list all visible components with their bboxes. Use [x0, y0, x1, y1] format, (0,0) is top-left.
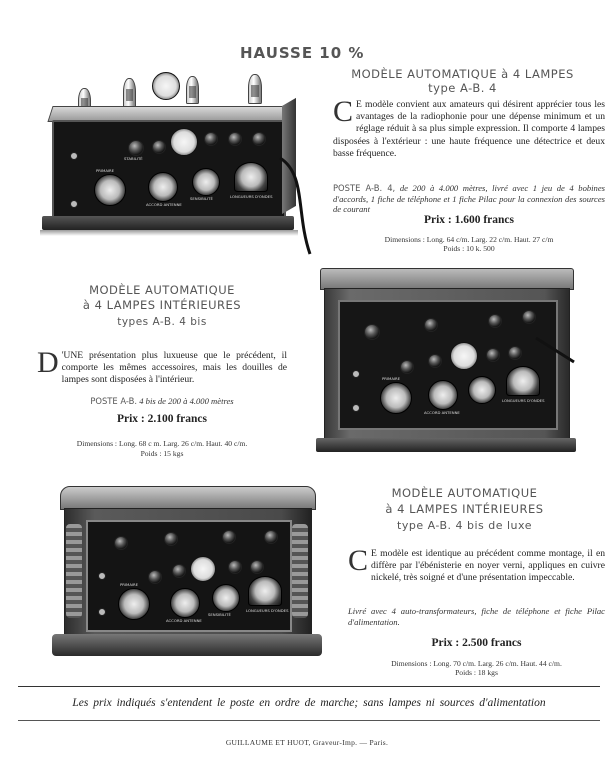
knob [252, 132, 266, 146]
model2-title-line2: à 4 LAMPES INTÉRIEURES [82, 298, 242, 312]
panel-meter [450, 342, 478, 370]
model2-price: Prix : 2.100 francs [116, 413, 208, 425]
cabinet-top [60, 486, 316, 510]
knob [486, 348, 500, 362]
model3-dropcap: C [348, 544, 369, 577]
model1-type: type A-B. 4 [428, 81, 497, 95]
knob [250, 560, 264, 574]
model2-poste: POSTE A-B. 4 bis de 200 à 4.000 mètres [90, 396, 234, 406]
accord-dial [148, 172, 178, 202]
model3-price: Prix : 2.500 francs [431, 637, 522, 649]
cabinet-base [52, 634, 322, 656]
longueur-dial [248, 576, 282, 606]
label-accord: ACCORD ANTENNE [424, 410, 460, 415]
base-shadow [40, 230, 298, 236]
model3-dimensions: Dimensions : Long. 70 c/m. Larg. 26 c/m. Haut. 44 c/m. [391, 659, 562, 668]
knob [400, 360, 414, 374]
knob [428, 354, 442, 368]
knob [424, 318, 438, 332]
knob [522, 310, 536, 324]
knob [114, 536, 128, 550]
label-accord: ACCORD ANTENNE [146, 202, 182, 207]
footer-rule-top [18, 686, 600, 687]
tube-4 [248, 74, 262, 104]
knob [172, 564, 186, 578]
model2-radio-image [316, 266, 578, 462]
label-stabilite: STABILITÉ [124, 156, 143, 161]
accord-dial [170, 588, 200, 618]
sensibilite-dial [468, 376, 496, 404]
jack [98, 572, 106, 580]
brass-appliques-right [292, 524, 308, 618]
model1-poste: POSTE A-B. 4, de 200 à 4.000 mètres, livré avec 1 jeu de 4 bobines d'accords, 1 fiche de téléphone et 1 fiche Pilac pour la connexion des sources de courant [333, 183, 606, 214]
jack [352, 370, 360, 378]
footer-notice: Les prix indiqués s'entendent le poste en ordre de marche; sans lampes ni sources d'alimentation [72, 697, 546, 709]
knob [152, 140, 166, 154]
model1-dropcap: C [333, 95, 354, 128]
jack [98, 608, 106, 616]
label-primaire: PRIMAIRE [120, 582, 139, 587]
model3-weight: Poids : 18 kgs [455, 668, 498, 677]
longueur-dial [234, 162, 268, 192]
cabinet-base [42, 216, 294, 230]
model3-title-line2: à 4 LAMPES INTÉRIEURES [385, 502, 544, 516]
power-cord [276, 154, 316, 264]
knob [148, 570, 162, 584]
cabinet-base [316, 438, 576, 452]
model3-title-line1: MODÈLE AUTOMATIQUE [391, 486, 538, 500]
label-longueur: LONGUEURS D'ONDES [230, 194, 273, 199]
label-primaire: PRIMAIRE [382, 376, 401, 381]
label-longueur: LONGUEURS D'ONDES [502, 398, 545, 403]
model3-radio-image [52, 484, 322, 676]
label-longueur: LONGUEURS D'ONDES [246, 608, 289, 613]
knob [228, 560, 242, 574]
model1-price: Prix : 1.600 francs [423, 214, 515, 226]
model1-radio-image [40, 70, 305, 250]
printer-credit: GUILLAUME ET HUOT, Graveur-Imp. — Paris. [225, 738, 389, 747]
primaire-dial [118, 588, 150, 620]
primaire-dial [94, 174, 126, 206]
model2-title-line1: MODÈLE AUTOMATIQUE [89, 283, 235, 297]
knob [264, 530, 278, 544]
model1-title: MODÈLE AUTOMATIQUE à 4 LAMPES [351, 67, 574, 81]
jack [70, 152, 78, 160]
panel-meter [190, 556, 216, 582]
cable-plug [534, 332, 578, 372]
knob [128, 140, 144, 156]
model3-note: Livré avec 4 auto-transformateurs, fiche de téléphone et fiche Pilac d'alimentation. [348, 606, 605, 627]
accord-dial [428, 380, 458, 410]
tube-2 [123, 78, 136, 108]
model1-dimensions: Dimensions : Long. 64 c/m. Larg. 22 c/m. Haut. 27 c/m [384, 235, 554, 244]
model3-type: type A-B. 4 bis de luxe [397, 519, 532, 532]
model2-weight: Poids : 15 kgs [140, 449, 184, 458]
footer-rule-bottom [18, 720, 600, 721]
knob [364, 324, 380, 340]
model2-description: D 'UNE présentation plus luxueuse que le précédent, il comporte les mêmes accessoires, mais les douilles de lampes sont disposées à l'intérieur. [37, 346, 287, 386]
brass-appliques-left [66, 524, 82, 618]
model2-dropcap: D [37, 346, 59, 379]
label-sensibilite: SENSIBILITÉ [190, 196, 213, 201]
jack [70, 200, 78, 208]
knob [228, 132, 242, 146]
model3-description: C E modèle est identique au précédent comme montage, il en diffère par l'ébénisterie en noyer verni, appliques en cuivre nickelé, très soigné et d'une présentation impeccable. [348, 544, 605, 584]
cabinet-top [320, 268, 574, 290]
tube-3 [186, 76, 199, 104]
model2-type: types A-B. 4 bis [117, 316, 207, 328]
model2-dimensions: Dimensions : Long. 68 c m. Larg. 26 c/m. Haut. 40 c/m. [76, 439, 248, 448]
label-sensibilite: SENSIBILITÉ [208, 612, 231, 617]
knob [508, 346, 522, 360]
knob [204, 132, 218, 146]
jack [352, 404, 360, 412]
primaire-dial [380, 382, 412, 414]
top-meter [152, 72, 180, 100]
model1-weight: Poids : 10 k. 500 [443, 244, 495, 253]
knob [488, 314, 502, 328]
sensibilite-dial [212, 584, 240, 612]
label-primaire: PRIMAIRE [96, 168, 115, 173]
hausse-heading: HAUSSE 10 % [240, 44, 365, 62]
panel-meter [170, 128, 198, 156]
knob [222, 530, 236, 544]
label-accord: ACCORD ANTENNE [166, 618, 202, 623]
sensibilite-dial [192, 168, 220, 196]
model1-description: C E modèle convient aux amateurs qui désirent apprécier tous les avantages de la radiophonie pour une dépense minimum et un réglage réduit à sa plus simple expression. Il comporte 4 lampes disposées à l'extérieur : une haute fréquence une détectrice et deux basse fréquence. [333, 95, 605, 159]
knob [164, 532, 178, 546]
